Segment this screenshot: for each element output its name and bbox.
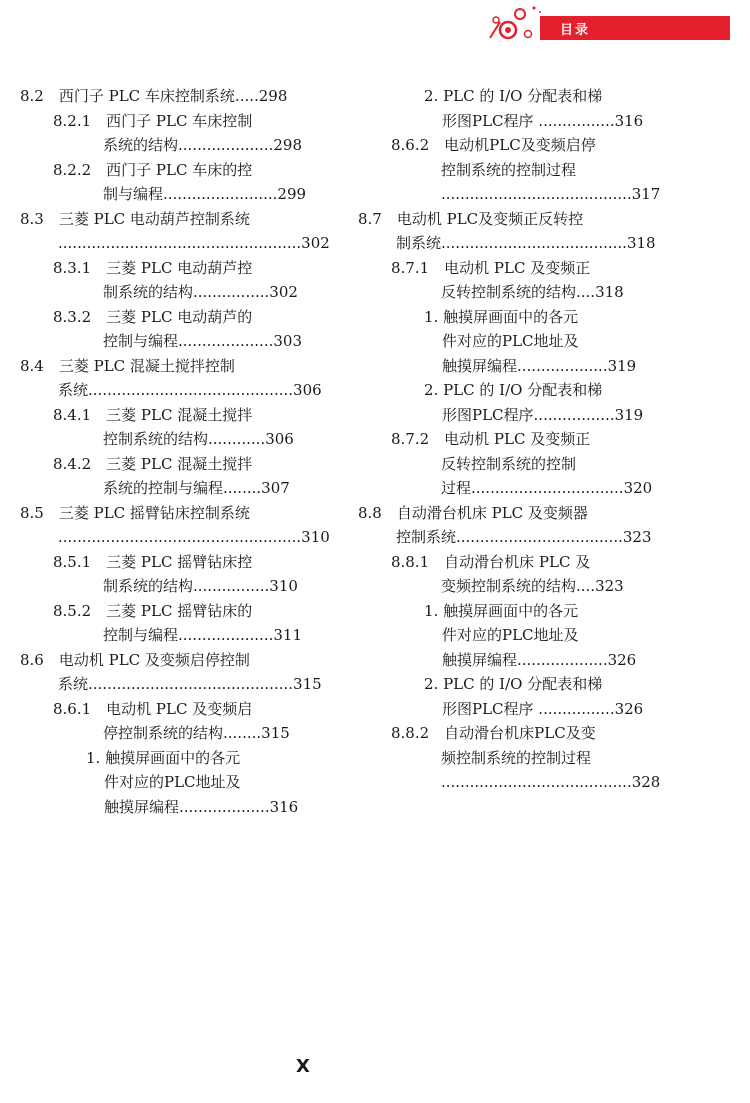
toc-line: 停控制系统的结构........315 (103, 724, 290, 742)
toc-line: 系统...........................................306 (58, 381, 322, 399)
toc-entry (358, 599, 636, 673)
toc-line: 频控制系统的控制过程 (441, 748, 592, 767)
toc-line: 8.6.2 电动机PLC及变频启停 (391, 136, 596, 154)
toc-line: 8.8.2 自动滑台机床PLC及变 (391, 724, 596, 742)
toc-line: 控制系统的结构............306 (103, 430, 294, 448)
page-marker: X (296, 1056, 310, 1077)
page-title: 目录 (560, 23, 591, 38)
toc-entry (20, 697, 295, 746)
toc-entry (20, 84, 295, 109)
toc-line: 8.2.1 西门子 PLC 车床控制 (53, 111, 253, 130)
toc-line: 8.4 三菱 PLC 混凝土搅拌控制 (20, 356, 235, 375)
toc-line: 8.6 电动机 PLC 及变频启停控制 (20, 650, 250, 669)
toc-line: 8.8.1 自动滑台机床 PLC 及 (391, 552, 591, 571)
toc-line: 8.6.1 电动机 PLC 及变频启 (53, 699, 253, 718)
toc-line: 2. PLC 的 I/O 分配表和梯 (424, 675, 603, 693)
toc-line: 制与编程........................299 (103, 185, 307, 203)
toc-line: 控制与编程....................311 (103, 626, 302, 644)
toc-line: 系统的结构....................298 (103, 136, 302, 154)
toc-entry (20, 501, 330, 550)
toc-entry (358, 427, 653, 501)
toc-entry (20, 648, 322, 697)
toc-entry (20, 354, 322, 403)
toc-entry (20, 109, 302, 158)
toc-entry (20, 158, 307, 207)
toc-line: 制系统的结构................310 (103, 577, 298, 595)
toc-line: 8.3.1 三菱 PLC 电动葫芦控 (53, 258, 253, 277)
toc-entry (358, 84, 644, 133)
toc-line: 件对应的PLC地址及 (442, 626, 579, 644)
toc-line: ........................................328 (441, 773, 661, 791)
toc-line: ...................................................302 (58, 234, 330, 252)
toc-line: ........................................317 (441, 185, 661, 203)
toc-line: 变频控制系统的结构....323 (441, 577, 624, 595)
toc-line: 过程................................320 (441, 479, 653, 497)
toc-line: 8.5.1 三菱 PLC 摇臂钻床控 (53, 552, 253, 571)
toc-line: 件对应的PLC地址及 (442, 332, 579, 350)
toc-line: 系统的控制与编程........307 (103, 479, 290, 497)
toc-line: 2. PLC 的 I/O 分配表和梯 (424, 87, 603, 105)
toc-line: 8.2 西门子 PLC 车床控制系统.....298 (20, 87, 288, 105)
toc-line: 1. 触摸屏画面中的各元 (86, 748, 241, 767)
toc-line: 8.4.1 三菱 PLC 混凝土搅拌 (53, 405, 253, 424)
toc-line: 1. 触摸屏画面中的各元 (424, 307, 579, 326)
toc-line: 8.2.2 西门子 PLC 车床的控 (53, 160, 253, 179)
toc-line: 8.7 电动机 PLC及变频正反转控 (358, 209, 584, 228)
toc-entry (20, 256, 298, 305)
toc-line: 触摸屏编程...................326 (442, 650, 637, 669)
toc-entry (20, 207, 330, 256)
toc-line: 8.4.2 三菱 PLC 混凝土搅拌 (53, 454, 253, 473)
toc-line: 反转控制系统的控制 (441, 454, 577, 473)
toc-line: 控制系统的控制过程 (441, 160, 577, 179)
toc-left-column (20, 84, 330, 819)
toc-line: 系统...........................................315 (58, 675, 322, 693)
toc-entry (20, 452, 295, 501)
toc-entry (358, 501, 652, 550)
gear-icon (470, 0, 550, 44)
toc-line: 件对应的PLC地址及 (104, 773, 241, 791)
toc-line: 1. 触摸屏画面中的各元 (424, 601, 579, 620)
toc-entry (358, 207, 656, 256)
toc-line: 制系统的结构................302 (103, 283, 298, 301)
toc-entry (358, 721, 661, 795)
toc-entry (20, 403, 295, 452)
toc-line: 8.7.1 电动机 PLC 及变频正 (391, 258, 591, 277)
toc-entry (358, 305, 636, 379)
toc-line: 形图PLC程序 ................326 (442, 699, 644, 718)
toc-entry (358, 256, 636, 305)
toc-line: 触摸屏编程...................319 (442, 356, 637, 375)
toc-line: 形图PLC程序 ................316 (442, 111, 644, 130)
toc-entry (358, 133, 661, 207)
toc-entry (358, 672, 644, 721)
toc-line: 反转控制系统的结构....318 (441, 283, 624, 301)
toc-entry (20, 550, 298, 599)
toc-line: 2. PLC 的 I/O 分配表和梯 (424, 381, 603, 399)
toc-line: 8.7.2 电动机 PLC 及变频正 (391, 430, 591, 448)
toc-entry (20, 305, 302, 354)
toc-line: 控制与编程....................303 (103, 332, 302, 350)
toc-entry (20, 599, 302, 648)
toc-entry (358, 378, 644, 427)
toc-line: 8.5.2 三菱 PLC 摇臂钻床的 (53, 601, 253, 620)
toc-line: ...................................................310 (58, 528, 330, 546)
toc-entry (358, 550, 636, 599)
toc-line: 形图PLC程序.................319 (442, 405, 644, 424)
toc-entry (20, 746, 299, 820)
toc-line: 8.5 三菱 PLC 摇臂钻床控制系统 (20, 503, 250, 522)
toc-line: 8.3.2 三菱 PLC 电动葫芦的 (53, 307, 253, 326)
toc-line: 制系统.......................................318 (396, 234, 656, 252)
toc-line: 触摸屏编程...................316 (104, 797, 299, 816)
toc-right-column (358, 84, 661, 795)
toc-line: 控制系统...................................323 (396, 528, 652, 546)
toc-line: 8.3 三菱 PLC 电动葫芦控制系统 (20, 209, 250, 228)
toc-line: 8.8 自动滑台机床 PLC 及变频器 (358, 503, 588, 522)
